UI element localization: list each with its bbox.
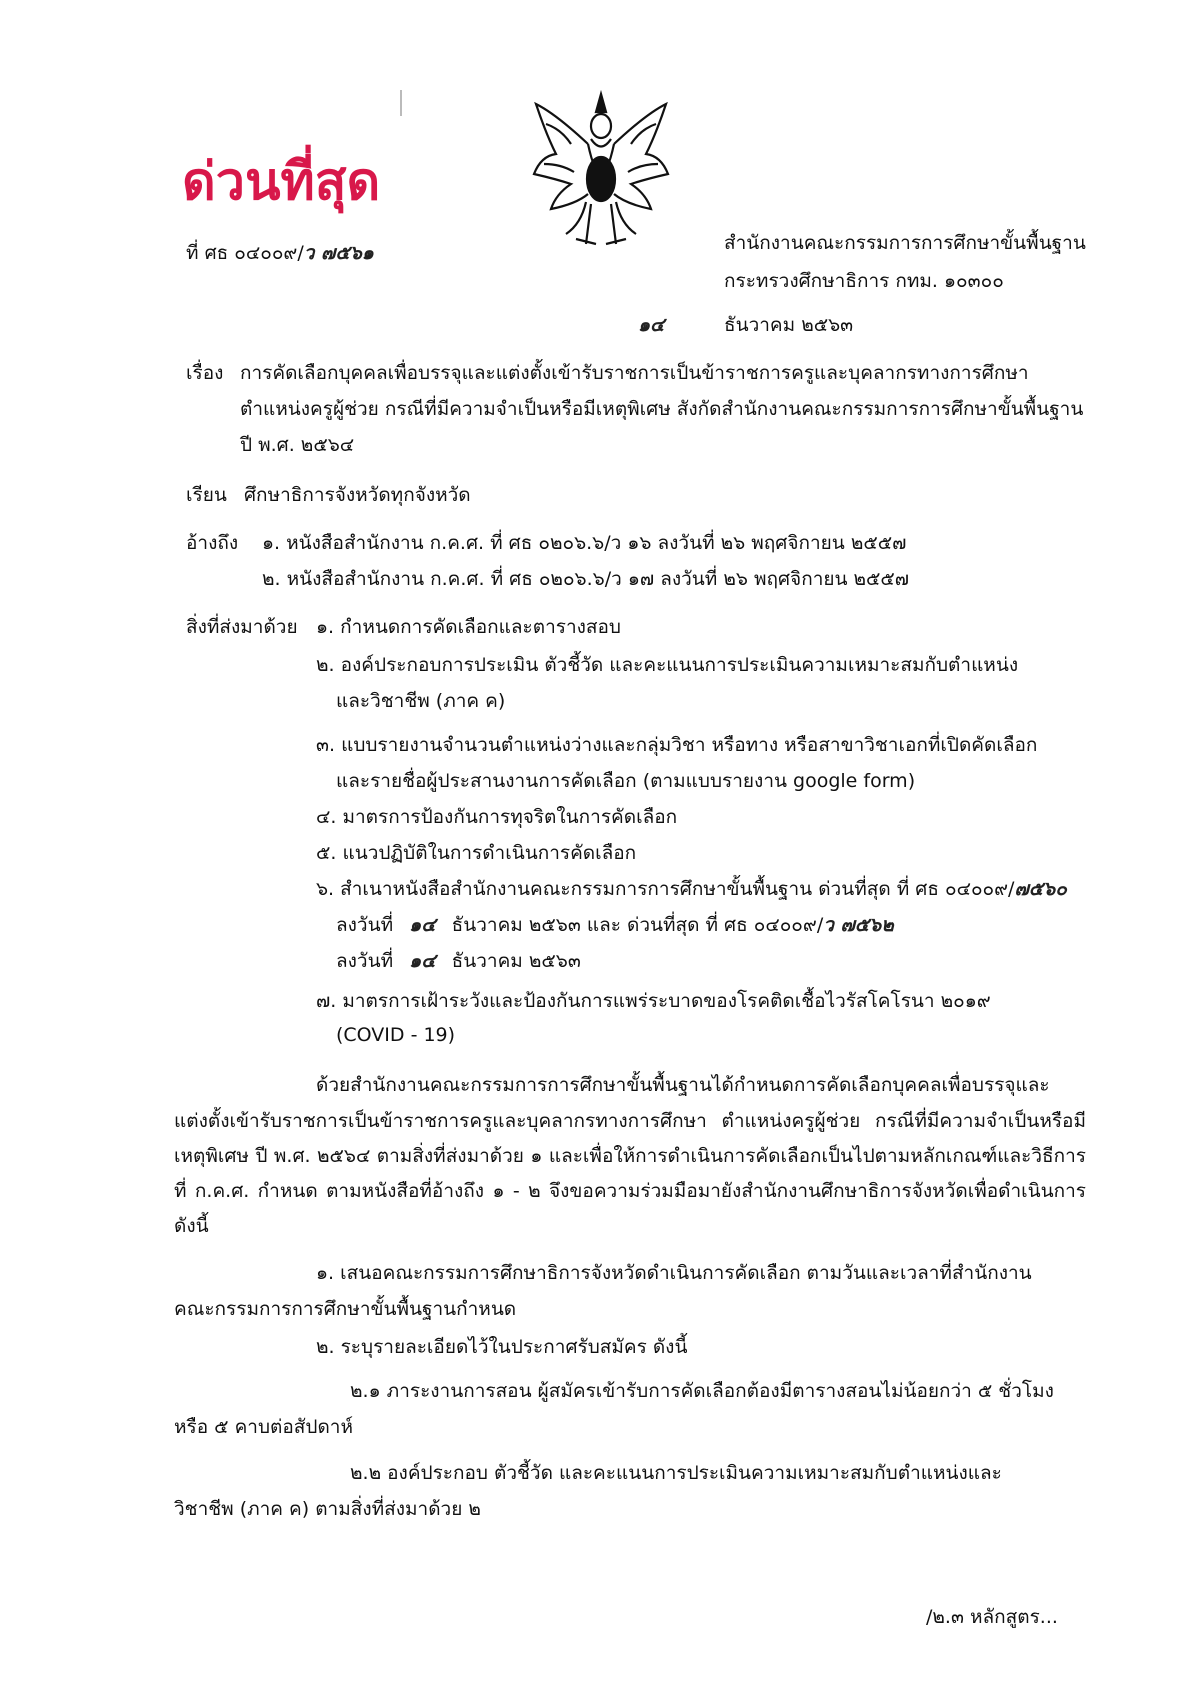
enclosures-label: สิ่งที่ส่งมาด้วย	[186, 616, 298, 638]
enclosure-item-6-handwritten-day-2: ๑๔	[409, 950, 436, 972]
subject-line-2: ตำแหน่งครูผู้ช่วย กรณีที่มีความจำเป็นหรือมีเหตุพิเศษ สังกัดสำนักงานคณะกรรมการการศึกษาขั้นพื้นฐาน	[240, 398, 1084, 420]
subject-line-1: การคัดเลือกบุคคลเพื่อบรรจุและแต่งตั้งเข้ารับราชการเป็นข้าราชการครูและบุคลากรทางการศึกษา	[240, 362, 1029, 384]
enclosure-item-2-line-1: ๒. องค์ประกอบการประเมิน ตัวชี้วัด และคะแนนการประเมินความเหมาะสมกับตำแหน่ง	[316, 654, 1019, 676]
enclosure-item-6-date-label: ลงวันที่	[336, 914, 394, 936]
reference-item-2: ๒. หนังสือสำนักงาน ก.ค.ศ. ที่ ศธ ๐๒๐๖.๖/ว ๑๗ ลงวันที่ ๒๖ พฤศจิกายน ๒๕๕๗	[262, 568, 910, 590]
scan-mark	[400, 90, 402, 116]
enclosure-item-6-date-text: ธันวาคม ๒๕๖๓ และ ด่วนที่สุด ที่ ศธ ๐๔๐๐๙/	[451, 914, 824, 936]
enclosure-item-6-line-3	[336, 944, 581, 978]
enclosure-item-6-handwritten-number-2: ว ๗๕๖๒	[823, 914, 894, 936]
enclosure-item-1: ๑. กำหนดการคัดเลือกและตารางสอบ	[316, 616, 621, 638]
garuda-emblem-icon	[526, 84, 676, 254]
enclosure-item-6-handwritten-number: ๗๕๖๐	[1014, 878, 1067, 900]
enclosure-item-6-text: ๖. สำเนาหนังสือสำนักงานคณะกรรมการการศึกษาขั้นพื้นฐาน ด่วนที่สุด ที่ ศธ ๐๔๐๐๙/	[316, 878, 1015, 900]
recipient-label: เรียน	[186, 484, 227, 506]
enclosure-item-7-line-2: (COVID - 19)	[336, 1024, 456, 1046]
enclosure-item-6-date-label-2: ลงวันที่	[336, 950, 394, 972]
enclosure-item-6-line-1	[316, 872, 1067, 906]
body-paragraph-1	[174, 1104, 1086, 1244]
point-1-line-2: คณะกรรมการการศึกษาขั้นพื้นฐานกำหนด	[174, 1298, 517, 1320]
office-name: สำนักงานคณะกรรมการการศึกษาขั้นพื้นฐาน	[724, 232, 1086, 254]
office-address: กระทรวงศึกษาธิการ กทม. ๑๐๓๐๐	[724, 270, 1004, 292]
enclosure-item-3-line-1: ๓. แบบรายงานจำนวนตำแหน่งว่างและกลุ่มวิชา หรือทาง หรือสาขาวิชาเอกที่เปิดคัดเลือก	[316, 734, 1038, 756]
subject-label: เรื่อง	[186, 362, 224, 384]
point-2-2-line-2: วิชาชีพ (ภาค ค) ตามสิ่งที่ส่งมาด้วย ๒	[174, 1498, 481, 1520]
enclosure-item-4: ๔. มาตรการป้องกันการทุจริตในการคัดเลือก	[316, 806, 678, 828]
date-day-handwritten: ๑๔	[638, 314, 665, 336]
point-2-1-line-2: หรือ ๕ คาบต่อสัปดาห์	[174, 1416, 353, 1438]
point-2-1-line-1: ๒.๑ ภาระงานการสอน ผู้สมัครเข้ารับการคัดเลือกต้องมีตารางสอนไม่น้อยกว่า ๕ ชั่วโมง	[350, 1380, 1054, 1402]
enclosure-item-3-line-2: และรายชื่อผู้ประสานงานการคัดเลือก (ตามแบบรายงาน google form)	[336, 770, 916, 792]
body-paragraph-1-text: แต่งตั้งเข้ารับราชการเป็นข้าราชการครูและบุคลากรทางการศึกษา ตำแหน่งครูผู้ช่วย กรณีที่มีความจำเป็นหรือมีเหตุพิเศษ ปี พ.ศ. ๒๕๖๔ ตามสิ่งที่ส่งมาด้วย ๑ และเพื่อให้การดำเนินการคัดเลือกเป็นไปตามหลักเกณฑ์และวิธีการที่ ก.ค.ศ. กำหนด ตามหนังสือที่อ้างถึง ๑ - ๒ จึงขอความร่วมมือมายังสำนักงานศึกษาธิการจังหวัดเพื่อดำเนินการ ดังนี้	[174, 1110, 1086, 1237]
date-month-year: ธันวาคม ๒๕๖๓	[724, 314, 854, 336]
continued-marker: /๒.๓ หลักสูตร...	[926, 1606, 1058, 1628]
enclosure-item-6-handwritten-day: ๑๔	[409, 914, 436, 936]
enclosure-item-6-date-text-2: ธันวาคม ๒๕๖๓	[451, 950, 581, 972]
enclosure-item-6-line-2	[336, 908, 894, 942]
enclosure-item-7-line-1: ๗. มาตรการเฝ้าระวังและป้องกันการแพร่ระบาดของโรคติดเชื้อไวรัสโคโรนา ๒๐๑๙	[316, 990, 991, 1012]
point-2-2-line-1: ๒.๒ องค์ประกอบ ตัวชี้วัด และคะแนนการประเมินความเหมาะสมกับตำแหน่งและ	[350, 1462, 1002, 1484]
point-1-line-1: ๑. เสนอคณะกรรมการศึกษาธิการจังหวัดดำเนินการคัดเลือก ตามวันและเวลาที่สำนักงาน	[316, 1262, 1032, 1284]
document-number-prefix: ที่ ศธ ๐๔๐๐๙/	[186, 242, 304, 264]
recipient-value: ศึกษาธิการจังหวัดทุกจังหวัด	[244, 484, 471, 506]
document-number	[186, 236, 374, 270]
enclosure-item-2-line-2: และวิชาชีพ (ภาค ค)	[336, 690, 506, 712]
document-number-handwritten: ว ๗๕๖๑	[303, 242, 374, 264]
body-paragraph-1-first-line: ด้วยสำนักงานคณะกรรมการการศึกษาขั้นพื้นฐานได้กำหนดการคัดเลือกบุคคลเพื่อบรรจุและ	[316, 1074, 1050, 1096]
enclosure-item-5: ๕. แนวปฏิบัติในการดำเนินการคัดเลือก	[316, 842, 637, 864]
urgency-stamp: ด่วนที่สุด	[182, 151, 381, 212]
point-2: ๒. ระบุรายละเอียดไว้ในประกาศรับสมัคร ดังนี้	[316, 1336, 688, 1358]
subject-line-3: ปี พ.ศ. ๒๕๖๔	[240, 434, 355, 456]
date-day	[638, 308, 664, 342]
references-label: อ้างถึง	[186, 532, 239, 554]
reference-item-1: ๑. หนังสือสำนักงาน ก.ค.ศ. ที่ ศธ ๐๒๐๖.๖/ว ๑๖ ลงวันที่ ๒๖ พฤศจิกายน ๒๕๕๗	[262, 532, 907, 554]
